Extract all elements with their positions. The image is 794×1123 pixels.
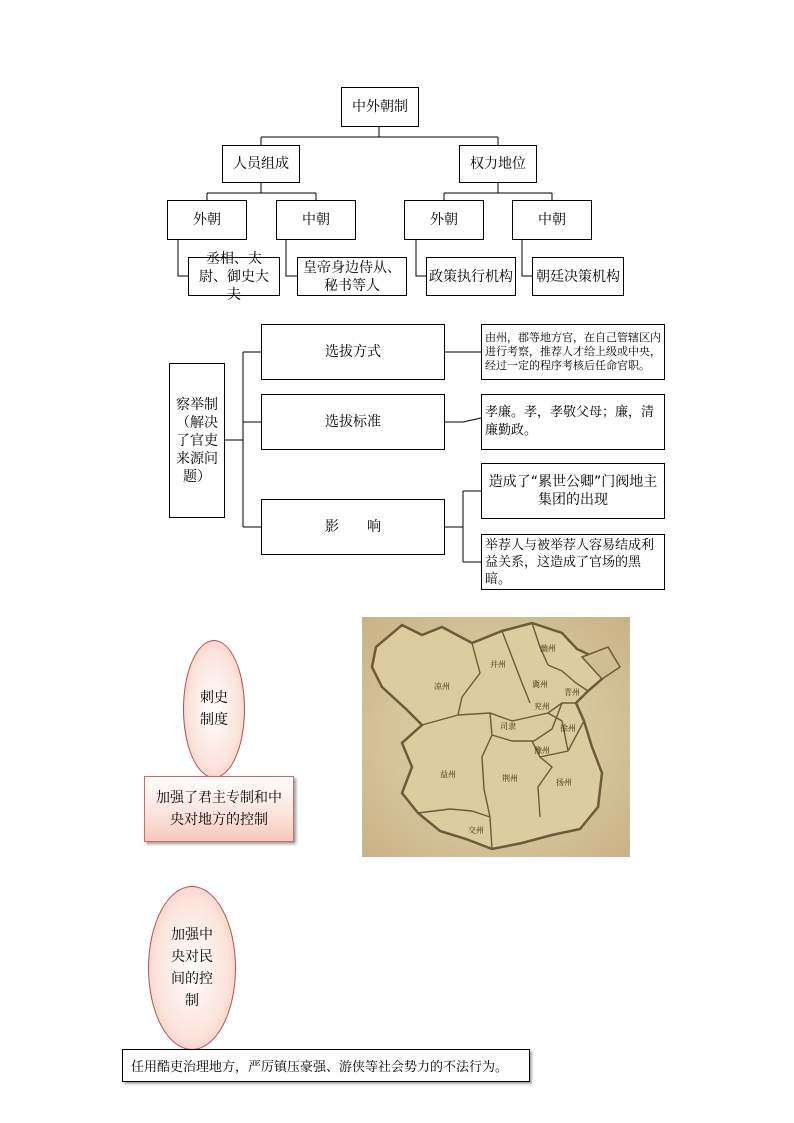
map-label-yi: 益州 <box>440 770 456 779</box>
cishi-effect-box: 加强了君主专制和中央对地方的控制 <box>144 776 294 842</box>
map-label-liang: 凉州 <box>434 682 450 691</box>
cishi-system-ellipse: 刺史制度 <box>183 640 245 778</box>
map-label-yan: 兖州 <box>534 702 550 711</box>
diagram1-inner-role: 朝廷决策机构 <box>532 257 624 296</box>
diagram2-standard-desc: 孝廉。孝，孝敬父母；廉，清廉勤政。 <box>481 394 665 450</box>
diagram2-method-desc: 由州，郡等地方官，在自己管辖区内进行考察，推荐人才给上级或中央，经过一定的程序考核后任命官职。 <box>481 324 665 380</box>
diagram1-outer-court-2: 外朝 <box>404 200 484 240</box>
map-label-qing: 青州 <box>564 688 580 697</box>
diagram1-inner-court-1: 中朝 <box>276 200 356 240</box>
diagram1-personnel: 人员组成 <box>222 145 300 183</box>
diagram1-outer-court-1: 外朝 <box>167 200 247 240</box>
diagram1-outer-members: 丞相、太尉、御史大夫 <box>188 257 280 296</box>
diagram1-power: 权力地位 <box>459 145 537 183</box>
diagram2-impact2: 举荐人与被举荐人容易结成利益关系，这造成了官场的黑暗。 <box>481 534 665 590</box>
diagram1-inner-court-2: 中朝 <box>512 200 592 240</box>
diagram2-impact1: 造成了“累世公卿”门阀地主集团的出现 <box>481 463 665 519</box>
map-label-yu: 豫州 <box>534 746 550 755</box>
civil-control-box: 任用酷吏治理地方，严厉镇压豪强、游侠等社会势力的不法行为。 <box>122 1049 530 1082</box>
map-label-ji: 冀州 <box>532 680 548 689</box>
diagram2-impact: 影 响 <box>261 499 445 555</box>
map-label-jing: 荆州 <box>502 774 518 783</box>
map-label-bing: 并州 <box>490 660 506 669</box>
diagram2-standard: 选拔标准 <box>261 394 445 450</box>
diagram2-method: 选拔方式 <box>261 324 445 380</box>
map-label-yang: 扬州 <box>556 778 572 787</box>
han-provinces-map <box>362 617 630 857</box>
diagram1-root: 中外朝制 <box>341 87 419 127</box>
diagram1-outer-role: 政策执行机构 <box>426 257 516 296</box>
map-label-jiao: 交州 <box>468 826 484 835</box>
map-label-you: 幽州 <box>540 644 556 653</box>
map-label-sili: 司隶 <box>500 722 516 731</box>
diagram2-root: 察举制（解决了官吏来源问题） <box>169 363 225 518</box>
diagram1-inner-members: 皇帝身边侍从、秘书等人 <box>297 257 407 296</box>
map-label-xu: 徐州 <box>560 724 576 733</box>
civil-control-ellipse: 加强中央对民间的控制 <box>148 886 236 1050</box>
